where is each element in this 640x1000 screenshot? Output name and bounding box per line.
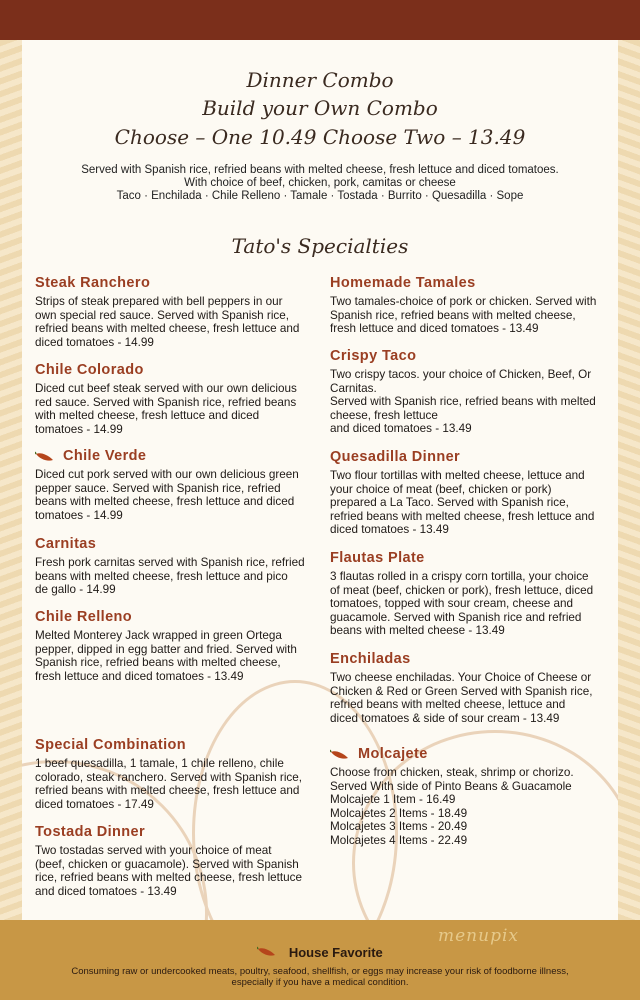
menu-item-tostada-dinner (35, 824, 320, 898)
menu-item-chile-verde (35, 448, 320, 522)
item-name: Quesadilla Dinner (330, 449, 461, 465)
chili-pepper-icon (257, 946, 277, 957)
chili-pepper-icon (330, 749, 350, 760)
health-warning (60, 966, 580, 988)
top-band (0, 0, 640, 40)
menu-item-chile-colorado (35, 362, 320, 436)
item-name: Chile Colorado (35, 362, 144, 378)
menu-item-quesadilla-dinner (330, 449, 615, 537)
item-description: Two flour tortillas with melted cheese, lettuce and your choice of meat (beef, chicken or pork) prepared a La Taco. Served with Spanish rice, refried beans with melted cheese, fresh lettuce and diced tomatoes - 13.49 (330, 469, 595, 537)
warning-line-1: Consuming raw or undercooked meats, poultry, seafood, shellfish, or eggs may increase your risk of foodborne illness, (71, 966, 569, 977)
item-description: Melted Monterey Jack wrapped in green Ortega pepper, dipped in egg batter and fried. Served with Spanish rice, refried beans with melted cheese, fresh lettuce and diced tomatoes - 13.49 (35, 629, 297, 683)
menu-item-homemade-tamales (330, 275, 615, 336)
item-name: Chile Verde (63, 448, 147, 464)
item-description: Diced cut beef steak served with our own delicious red sauce. Served with Spanish rice, refried beans with melted cheese, fresh lettuce and diced tomatoes - 14.99 (35, 382, 297, 436)
item-description: Fresh pork carnitas served with Spanish rice, refried beans with melted cheese, fresh lettuce and pico de gallo - 14.99 (35, 556, 305, 597)
bottom-band (0, 920, 640, 1000)
item-name: Homemade Tamales (330, 275, 476, 291)
menu-item-flautas-plate (330, 550, 615, 638)
menu-item-enchiladas (330, 651, 615, 725)
item-description: 1 beef quesadilla, 1 tamale, 1 chile relleno, chile colorado, steak ranchero. Served with Spanish rice, refried beans with melted cheese, fresh lettuce and diced tomatoes - 17.49 (35, 757, 303, 811)
item-name: Chile Relleno (35, 609, 133, 625)
item-name: Crispy Taco (330, 348, 417, 364)
item-description: Choose from chicken, steak, shrimp or chorizo. Served With side of Pinto Beans & Guacamole Molcajete 1 Item - 16.49 Molcajetes 2 Items - 18.49 Molcajetes 3 Items - 20.49 Molcajetes 4 Items - 22.49 (330, 766, 574, 847)
combo-price-line: Choose – One 10.49 Choose Two – 13.49 (114, 125, 526, 149)
watermark: menupix (438, 926, 519, 946)
item-description: Two cheese enchiladas. Your Choice of Cheese or Chicken & Red or Green Served with Spanish rice, refried beans with melted cheese, lettuce and diced tomatoes & side of sour cream - 13.49 (330, 671, 593, 725)
item-name: Special Combination (35, 737, 187, 753)
menu-panel (22, 40, 618, 920)
warning-line-2: especially if you have a medical condition. (231, 977, 409, 988)
house-favorite-legend (0, 945, 640, 960)
left-decorative-border (0, 40, 22, 920)
menu-item-steak-ranchero (35, 275, 320, 349)
menu-item-special-combination (35, 737, 320, 811)
item-description: Two crispy tacos. your choice of Chicken, Beef, Or Carnitas. Served with Spanish rice, refried beans with melted cheese, fresh lettuce and diced tomatoes - 13.49 (330, 368, 596, 436)
item-name: Carnitas (35, 536, 97, 552)
item-description: 3 flautas rolled in a crispy corn tortilla, your choice of meat (beef, chicken or pork), fresh lettuce, diced tomatoes, topped with sour cream, cheese and guacamole. Served with Spanish rice and refried beans with melted cheese - 13.49 (330, 570, 594, 638)
chili-pepper-icon (35, 451, 55, 462)
right-decorative-border (618, 40, 640, 920)
item-description: Two tamales-choice of pork or chicken. Served with Spanish rice, refried beans with melted cheese, fresh lettuce and diced tomatoes - 13.49 (330, 295, 597, 336)
combo-subtitle: Build your Own Combo (202, 96, 438, 120)
menu-item-carnitas (35, 536, 320, 597)
menu-item-crispy-taco (330, 348, 615, 436)
item-name: Molcajete (358, 746, 428, 762)
item-name: Enchiladas (330, 651, 411, 667)
menu-item-chile-relleno (35, 609, 320, 683)
item-name: Flautas Plate (330, 550, 425, 566)
intro-line-3: Taco · Enchilada · Chile Relleno · Tamale · Tostada · Burrito · Quesadilla · Sope (116, 190, 524, 202)
item-description: Strips of steak prepared with bell peppers in our own special red sauce. Served with Spanish rice, refried beans with melted cheese, fresh lettuce and diced tomatoes - 14.99 (35, 295, 300, 349)
item-description: Two tostadas served with your choice of meat (beef, chicken or guacamole). Served with Spanish rice, refried beans with melted cheese, fresh lettuce and diced tomatoes - 13.49 (35, 844, 302, 898)
menu-item-molcajete (330, 746, 615, 848)
intro-line-1: Served with Spanish rice, refried beans with melted cheese, fresh lettuce and diced tomatoes. (81, 164, 559, 176)
item-header (35, 448, 320, 464)
combo-title: Dinner Combo (246, 68, 394, 92)
section-title: Tato's Specialties (231, 234, 409, 258)
item-name: Steak Ranchero (35, 275, 151, 291)
legend-label: House Favorite (288, 945, 383, 960)
item-name: Tostada Dinner (35, 824, 146, 840)
intro-line-2: With choice of beef, chicken, pork, camitas or cheese (184, 177, 456, 189)
item-description: Diced cut pork served with our own delicious green pepper sauce. Served with Spanish rice, refried beans with melted cheese, fresh lettuce and diced tomatoes - 14.99 (35, 468, 299, 522)
item-header (330, 746, 615, 762)
